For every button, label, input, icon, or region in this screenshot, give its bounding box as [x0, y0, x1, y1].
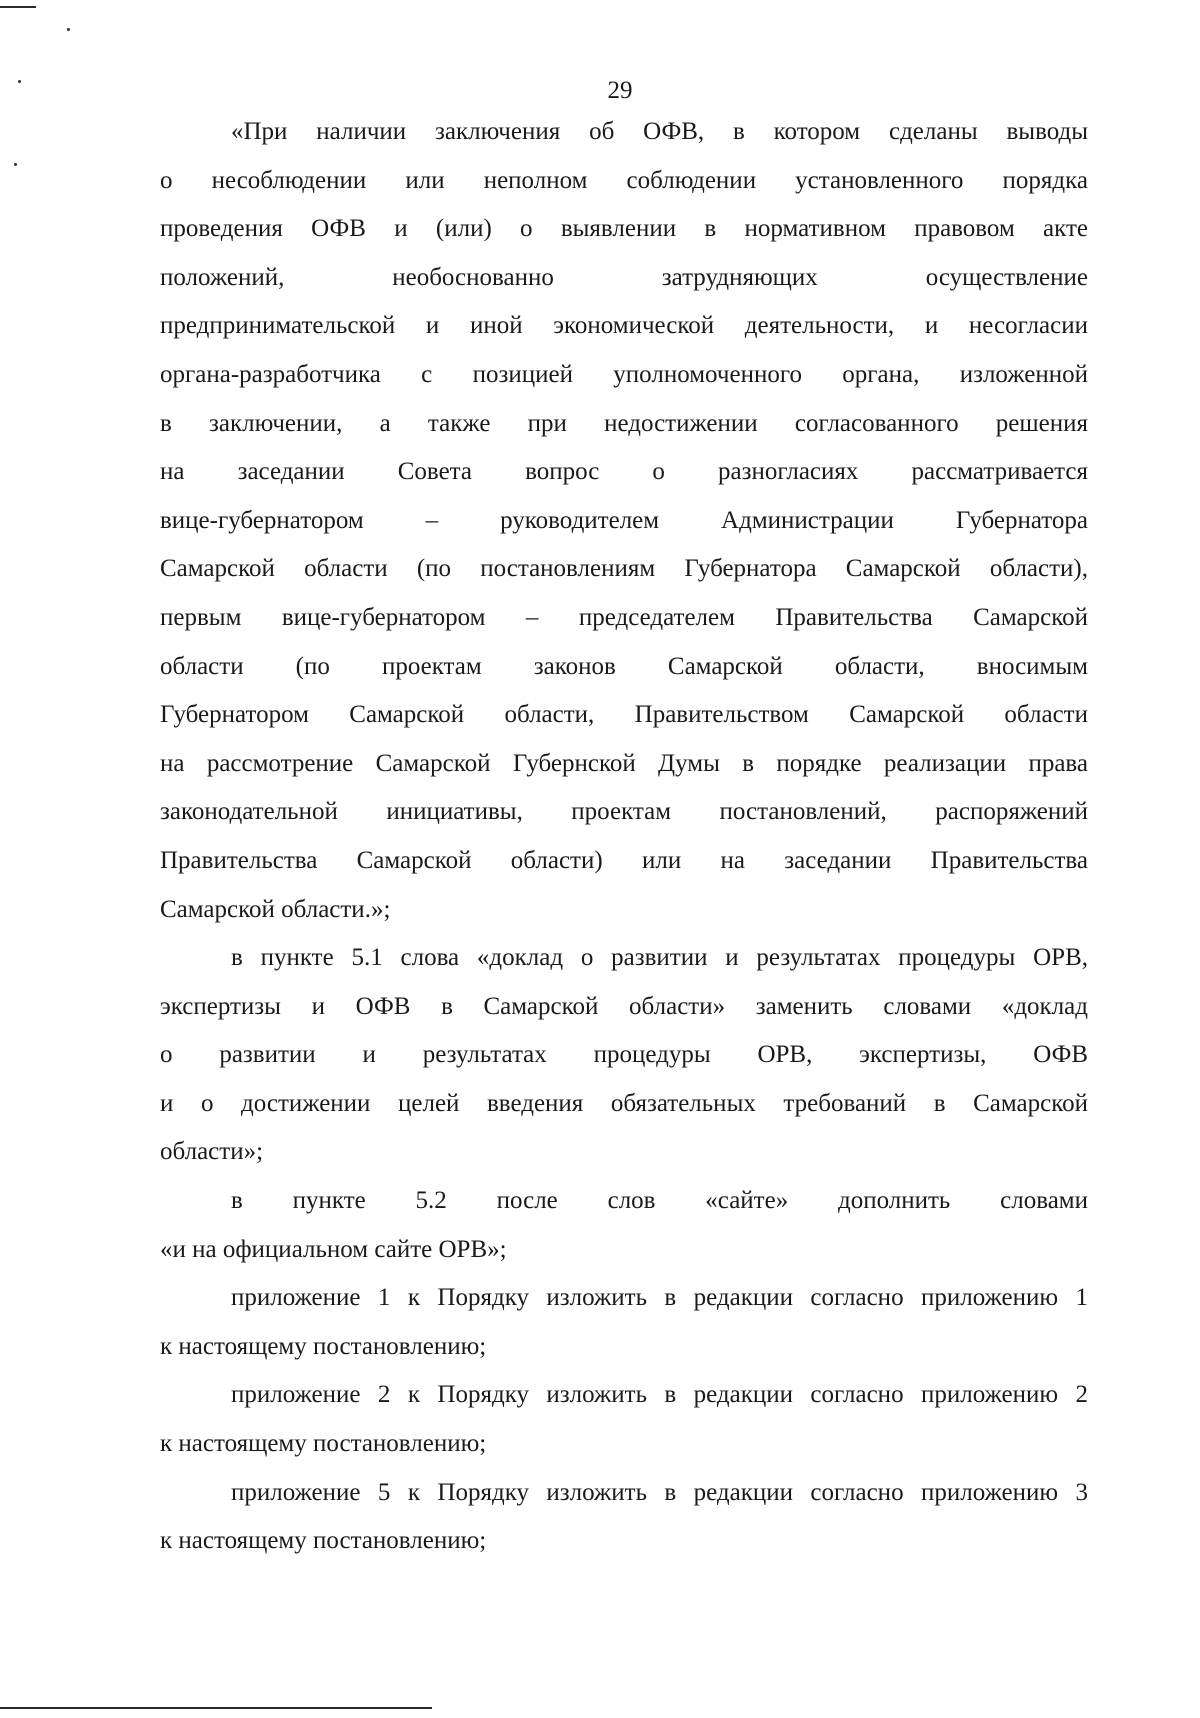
text-line: области (по проектам законов Самарской области, вносимым — [160, 652, 1088, 680]
text-line: к настоящему постановлению; — [160, 1430, 487, 1458]
text-line: органа-разработчика с позицией уполномоченного органа, изложенной — [160, 360, 1088, 388]
text-line: приложение 2 к Порядку изложить в редакции согласно приложению 2 — [231, 1381, 1088, 1409]
scan-edge-top — [0, 6, 36, 8]
paragraph — [160, 1371, 1088, 1468]
text-line: на заседании Совета вопрос о разногласиях рассматривается — [160, 458, 1088, 486]
text-line: «При наличии заключения об ОФВ, в котором сделаны выводы — [231, 118, 1088, 145]
text-line: в заключении, а также при недостижении согласованного решения — [160, 409, 1088, 437]
text-line: вице-губернатором – руководителем Администрации Губернатора — [160, 506, 1088, 534]
document-body — [160, 108, 1088, 1566]
text-line: приложение 1 к Порядку изложить в редакции согласно приложению 1 — [231, 1284, 1088, 1312]
text-line: Губернатором Самарской области, Правительством Самарской области — [160, 701, 1088, 729]
text-line: положений, необоснованно затрудняющих осуществление — [160, 263, 1088, 291]
text-line: проведения ОФВ и (или) о выявлении в нормативном правовом акте — [160, 215, 1088, 243]
page-number: 29 — [607, 77, 633, 104]
paragraph — [160, 1177, 1088, 1274]
text-line: первым вице-губернатором – председателем Правительства Самарской — [160, 603, 1088, 631]
text-line: к настоящему постановлению; — [160, 1527, 487, 1555]
text-line: Самарской области.»; — [160, 895, 391, 923]
text-line: Самарской области (по постановлениям Губернатора Самарской области), — [160, 555, 1088, 583]
text-line: экспертизы и ОФВ в Самарской области» заменить словами «доклад — [160, 992, 1088, 1020]
text-line: в пункте 5.2 после слов «сайте» дополнить словами — [231, 1187, 1088, 1215]
scan-speck — [14, 163, 17, 166]
paragraph — [160, 1274, 1088, 1371]
text-line: о несоблюдении или неполном соблюдении установленного порядка — [160, 166, 1088, 194]
paragraph — [160, 1469, 1088, 1566]
scan-speck — [67, 28, 70, 31]
text-line: законодательной инициативы, проектам постановлений, распоряжений — [160, 798, 1088, 826]
text-line: на рассмотрение Самарской Губернской Думы в порядке реализации права — [160, 749, 1088, 777]
text-line: «и на официальном сайте ОРВ»; — [160, 1235, 507, 1263]
text-line: и о достижении целей введения обязательных требований в Самарской — [160, 1089, 1088, 1117]
text-line: о развитии и результатах процедуры ОРВ, экспертизы, ОФВ — [160, 1041, 1088, 1069]
text-line: Правительства Самарской области) или на заседании Правительства — [160, 846, 1088, 874]
text-line: области»; — [160, 1138, 264, 1166]
text-line: к настоящему постановлению; — [160, 1332, 487, 1360]
text-line: предпринимательской и иной экономической деятельности, и несогласии — [160, 312, 1088, 340]
paragraph — [160, 934, 1088, 1177]
text-line: приложение 5 к Порядку изложить в редакции согласно приложению 3 — [231, 1478, 1088, 1506]
text-line: в пункте 5.1 слова «доклад о развитии и результатах процедуры ОРВ, — [231, 944, 1088, 972]
scan-edge-bottom — [0, 1707, 432, 1709]
paragraph — [160, 108, 1088, 934]
